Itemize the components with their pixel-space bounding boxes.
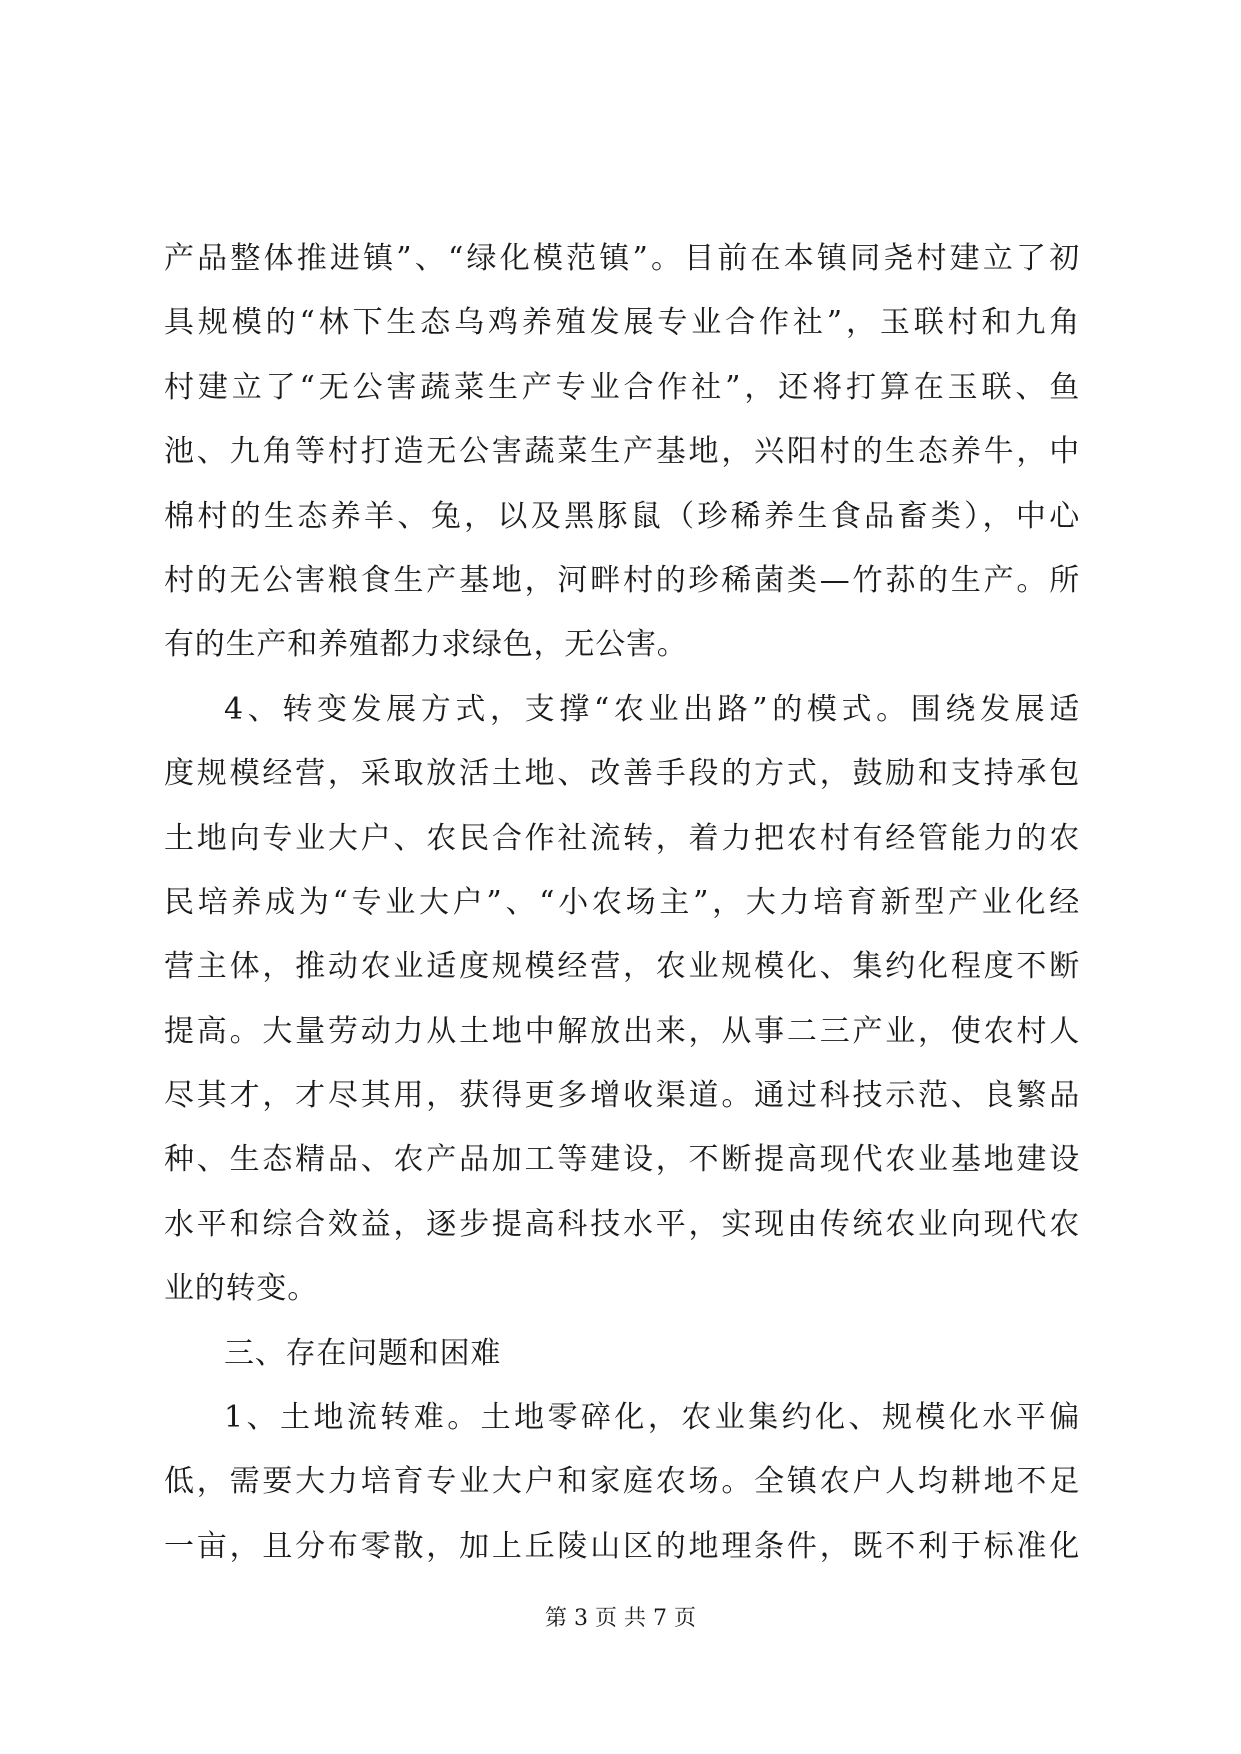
text-line: 村的无公害粮食生产基地，河畔村的珍稀菌类—竹荪的生产。所 <box>164 562 1080 598</box>
text-line: 村建立了“无公害蔬菜生产专业合作社”，还将打算在玉联、鱼 <box>164 369 1080 405</box>
text-line: 业的转变。 <box>164 1271 318 1307</box>
text-line: 具规模的“林下生态乌鸡养殖发展专业合作社”，玉联村和九角 <box>164 305 1080 341</box>
text-line: 营主体，推动农业适度规模经营，农业规模化、集约化程度不断 <box>164 949 1080 985</box>
text-line: 一亩，且分布零散，加上丘陵山区的地理条件，既不利于标准化 <box>164 1528 1080 1564</box>
text-line: 三、存在问题和困难 <box>224 1335 502 1371</box>
text-line: 提高。大量劳动力从土地中解放出来，从事二三产业，使农村人 <box>164 1013 1080 1049</box>
text-line: 产品整体推进镇”、“绿化模范镇”。目前在本镇同尧村建立了初 <box>164 241 1080 276</box>
text-line: 1、土地流转难。土地零碎化，农业集约化、规模化水平偏 <box>224 1400 1080 1436</box>
text-line: 土地向专业大户、农民合作社流转，着力把农村有经管能力的农 <box>164 820 1080 856</box>
text-line: 低，需要大力培育专业大户和家庭农场。全镇农户人均耕地不足 <box>164 1464 1080 1500</box>
text-line: 有的生产和养殖都力求绿色，无公害。 <box>164 627 688 663</box>
text-line: 尽其才，才尽其用，获得更多增收渠道。通过科技示范、良繁品 <box>164 1078 1080 1114</box>
text-line: 度规模经营，采取放活土地、改善手段的方式，鼓励和支持承包 <box>164 756 1080 792</box>
text-line: 棉村的生态养羊、兔，以及黑豚鼠（珍稀养生食品畜类），中心 <box>164 498 1080 534</box>
text-line: 种、生态精品、农产品加工等建设，不断提高现代农业基地建设 <box>164 1142 1080 1178</box>
text-line: 池、九角等村打造无公害蔬菜生产基地，兴阳村的生态养牛，中 <box>164 434 1080 470</box>
text-line: 水平和综合效益，逐步提高科技水平，实现由传统农业向现代农 <box>164 1206 1080 1242</box>
text-line: 民培养成为“专业大户”、“小农场主”，大力培育新型产业化经 <box>164 884 1080 920</box>
document-body <box>164 227 1080 1579</box>
page-footer: 第 3 页 共 7 页 <box>545 1606 696 1631</box>
text-line: 4、转变发展方式，支撑“农业出路”的模式。围绕发展适 <box>224 691 1080 727</box>
